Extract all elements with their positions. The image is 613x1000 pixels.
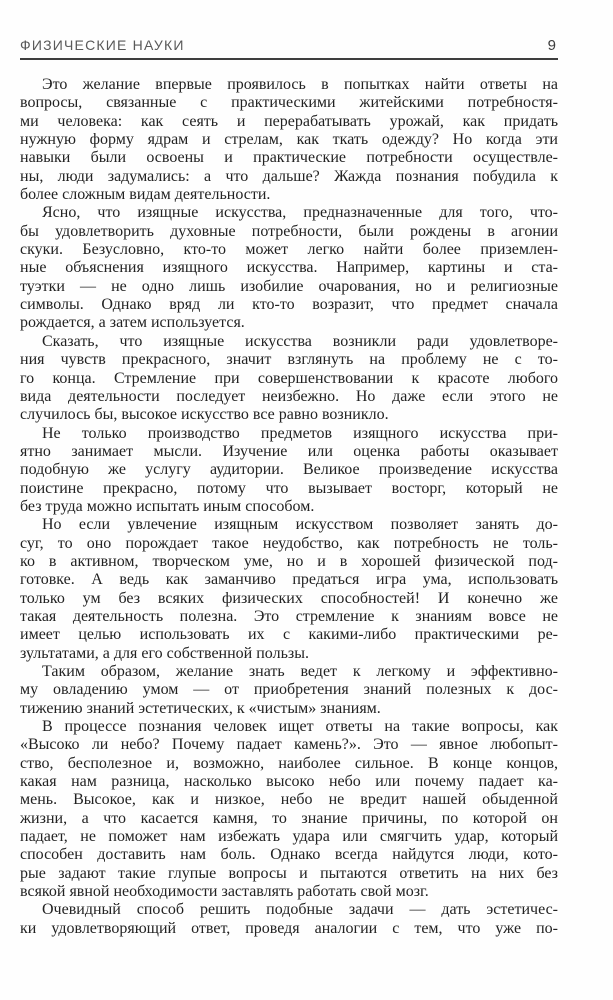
text-line: туэтки — не одно лишь изобилие очарования, но и религиозные bbox=[20, 277, 558, 295]
text-line: Не только производство предметов изящного искусства при- bbox=[42, 424, 558, 442]
text-line: Таким образом, желание знать ведет к легкому и эффективно- bbox=[42, 663, 558, 680]
paragraph bbox=[20, 425, 558, 517]
text-line: Но если увлечение изящным искусством позволяет занять до- bbox=[42, 516, 558, 534]
text-line: В процессе познания человек ищет ответы на такие вопросы, как bbox=[42, 718, 558, 736]
text-line: ми человека: как сеять и перерабатывать урожай, как придать bbox=[20, 112, 558, 130]
paragraph bbox=[20, 516, 558, 663]
text-line: мень. Высокое, как и низкое, небо не вредит нашей обыденной bbox=[20, 791, 558, 809]
text-line: готовке. А ведь как заманчиво предаться игра ума, использовать bbox=[20, 571, 558, 589]
text-line: только ум без всяких физических способностей! И конечно же bbox=[20, 589, 558, 607]
page-number: 9 bbox=[547, 37, 556, 54]
text-line: ны, люди задумались: а что дальше? Жажда познания побудила к bbox=[20, 167, 558, 185]
text-line: Это желание впервые проявилось в попытках найти ответы на bbox=[42, 76, 558, 93]
running-title: ФИЗИЧЕСКИЕ НАУКИ bbox=[20, 37, 185, 53]
text-line: ния чувств прекрасного, значит взглянуть на проблему не с то- bbox=[20, 351, 558, 369]
paragraph bbox=[20, 663, 558, 718]
text-line: подобную же услугу аудитории. Великое произведение искусства bbox=[20, 461, 558, 479]
page-header bbox=[20, 37, 558, 60]
text-line: вида деятельности последует неизбежно. Но даже если этого не bbox=[20, 387, 558, 405]
page-body bbox=[20, 76, 558, 938]
text-line: рождается, а затем используется. bbox=[20, 314, 245, 332]
text-line: падает, не поможет нам избежать удара или смягчить удар, который bbox=[20, 828, 558, 846]
paragraph bbox=[20, 901, 558, 938]
text-line: такая деятельность полезна. Это стремление к знаниям вовсе не bbox=[20, 607, 558, 625]
text-line: всякой явной необходимости заставлять работать свой мозг. bbox=[20, 883, 429, 901]
text-line: зультатами, а для его собственной пользы. bbox=[20, 644, 309, 662]
text-line: му овладению умом — от приобретения знаний полезных к дос- bbox=[20, 681, 558, 699]
text-line: ки удовлетворяющий ответ, проведя аналогии с тем, что уже по- bbox=[20, 919, 558, 937]
paragraph bbox=[20, 718, 558, 901]
text-line: Сказать, что изящные искусства возникли ради удовлетворе- bbox=[42, 332, 558, 350]
text-line: имеет целью использовать их с какими-либо практическими ре- bbox=[20, 626, 558, 644]
text-line: ные объяснения изящного искусства. Например, картины и ста- bbox=[20, 259, 558, 277]
text-line: суг, то оно порождает такое неудобство, как потребность не толь- bbox=[20, 534, 558, 552]
paragraph bbox=[20, 204, 558, 332]
text-line: случилось бы, высокое искусство все равно возникло. bbox=[20, 406, 389, 424]
text-line: го конца. Стремление при совершенствовании к красоте любого bbox=[20, 369, 558, 387]
paragraph bbox=[20, 76, 558, 204]
text-line: более сложным видам деятельности. bbox=[20, 186, 271, 204]
text-line: бы удовлетворить духовные потребности, были рождены в агонии bbox=[20, 222, 558, 240]
text-line: «Высоко ли небо? Почему падает камень?». Это — явное любопыт- bbox=[20, 736, 558, 754]
text-line: способен доставить нам боль. Однако всегда найдутся люди, кото- bbox=[20, 846, 558, 864]
text-line: рые задают такие глупые вопросы и пытаются ответить на них без bbox=[20, 864, 558, 882]
text-line: тижению знаний эстетических, к «чистым» знаниям. bbox=[20, 699, 381, 717]
text-line: Очевидный способ решить подобные задачи — дать эстетичес- bbox=[42, 901, 558, 919]
text-line: какая нам разница, насколько высоко небо или почему падает ка- bbox=[20, 773, 558, 791]
text-line: навыки были освоены и практические потребности осуществле- bbox=[20, 149, 558, 167]
text-line: скуки. Безусловно, кто-то может легко найти более приземлен- bbox=[20, 241, 558, 259]
text-line: вопросы, связанные с практическими житейскими потребностя- bbox=[20, 94, 558, 112]
text-line: нужную форму ядрам и стрелам, как ткать одежду? Но когда эти bbox=[20, 131, 558, 149]
text-line: символы. Однако вряд ли кто-то возразит, что предмет сначала bbox=[20, 296, 558, 314]
text-line: ятно занимает мысли. Изучение или оценка работы оказывает bbox=[20, 442, 558, 460]
paragraph bbox=[20, 333, 558, 425]
text-line: ко в активном, творческом уме, но и в хорошей физической под- bbox=[20, 552, 558, 570]
text-line: ство, бесполезное и, возможно, наиболее сильное. В конце концов, bbox=[20, 754, 558, 772]
text-line: поистине прекрасно, потому что вызывает восторг, который не bbox=[20, 479, 558, 497]
text-line: Ясно, что изящные искусства, предназначенные для того, что- bbox=[42, 204, 558, 222]
text-line: без труда можно испытать иным способом. bbox=[20, 497, 315, 515]
text-line: жизни, а что касается камня, то знание причины, по которой он bbox=[20, 809, 558, 827]
